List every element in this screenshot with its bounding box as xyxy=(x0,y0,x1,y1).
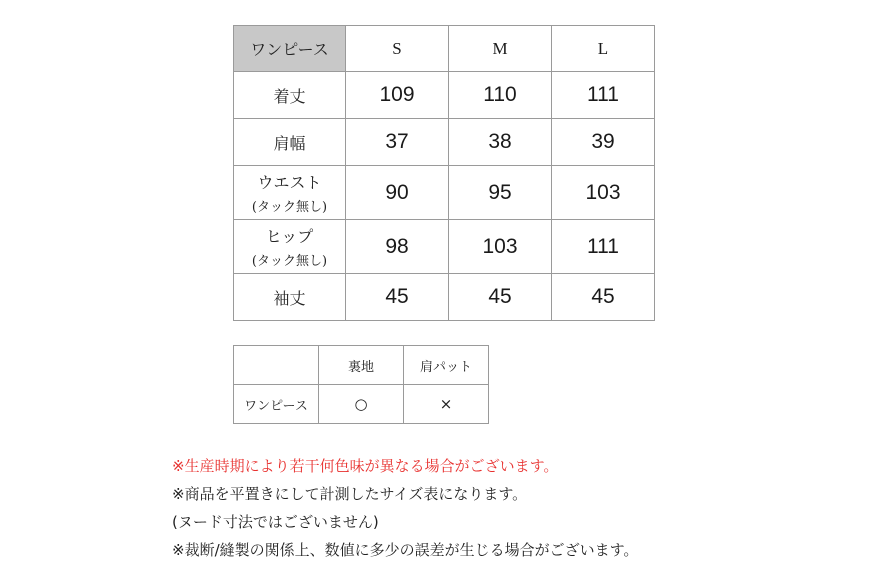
cell-value: 110 xyxy=(449,72,552,119)
table-row xyxy=(234,119,655,166)
row-label xyxy=(234,220,346,274)
row-label xyxy=(234,274,346,321)
cell-value: 37 xyxy=(346,119,449,166)
lining-table xyxy=(233,345,489,424)
note-tolerance: ※裁断/縫製の関係上、数値に多少の誤差が生じる場合がございます。 xyxy=(172,541,639,559)
row-label-text: ウエスト xyxy=(257,173,322,192)
table-row xyxy=(234,274,655,321)
row-label-text: 着丈 xyxy=(273,86,306,106)
cell-value: 45 xyxy=(552,274,655,321)
row-label xyxy=(234,72,346,119)
lining-corner-cell xyxy=(234,346,319,385)
cell-value: 38 xyxy=(449,119,552,166)
table-row xyxy=(234,385,489,424)
note-nude-size: (ヌード寸法ではございません) xyxy=(172,513,379,531)
size-header-row xyxy=(234,26,655,72)
cell-value: 111 xyxy=(552,220,655,274)
row-label xyxy=(234,119,346,166)
cell-value: 45 xyxy=(346,274,449,321)
size-l-header: L xyxy=(552,26,655,72)
cell-value: 45 xyxy=(449,274,552,321)
shoulder-pad-value: × xyxy=(404,385,489,424)
row-label-text: 肩幅 xyxy=(273,133,306,153)
shoulder-pad-header: 肩パット xyxy=(404,346,489,385)
notes-list xyxy=(172,452,638,564)
cell-value: 109 xyxy=(346,72,449,119)
table-row xyxy=(234,166,655,220)
cell-value: 90 xyxy=(346,166,449,220)
cell-value: 98 xyxy=(346,220,449,274)
table-row xyxy=(234,72,655,119)
row-label: ワンピース xyxy=(234,385,319,424)
size-s-header: S xyxy=(346,26,449,72)
lining-header: 裏地 xyxy=(319,346,404,385)
row-sublabel: (タック無し) xyxy=(251,200,328,215)
row-sublabel: (タック無し) xyxy=(251,254,328,269)
cell-value: 39 xyxy=(552,119,655,166)
lining-value: ○ xyxy=(319,385,404,424)
row-label-text: ヒップ xyxy=(265,227,314,246)
cell-value: 103 xyxy=(552,166,655,220)
cell-value: 103 xyxy=(449,220,552,274)
cell-value: 111 xyxy=(552,72,655,119)
note-color-warning: ※生産時期により若干何色味が異なる場合がございます。 xyxy=(172,457,559,475)
corner-label: ワンピース xyxy=(234,26,346,72)
row-label xyxy=(234,166,346,220)
lining-header-row xyxy=(234,346,489,385)
table-row xyxy=(234,220,655,274)
size-m-header: M xyxy=(449,26,552,72)
note-measurement: ※商品を平置きにして計測したサイズ表になります。 xyxy=(172,485,528,503)
cell-value: 95 xyxy=(449,166,552,220)
row-label-text: 袖丈 xyxy=(273,288,306,308)
size-table xyxy=(233,25,655,321)
